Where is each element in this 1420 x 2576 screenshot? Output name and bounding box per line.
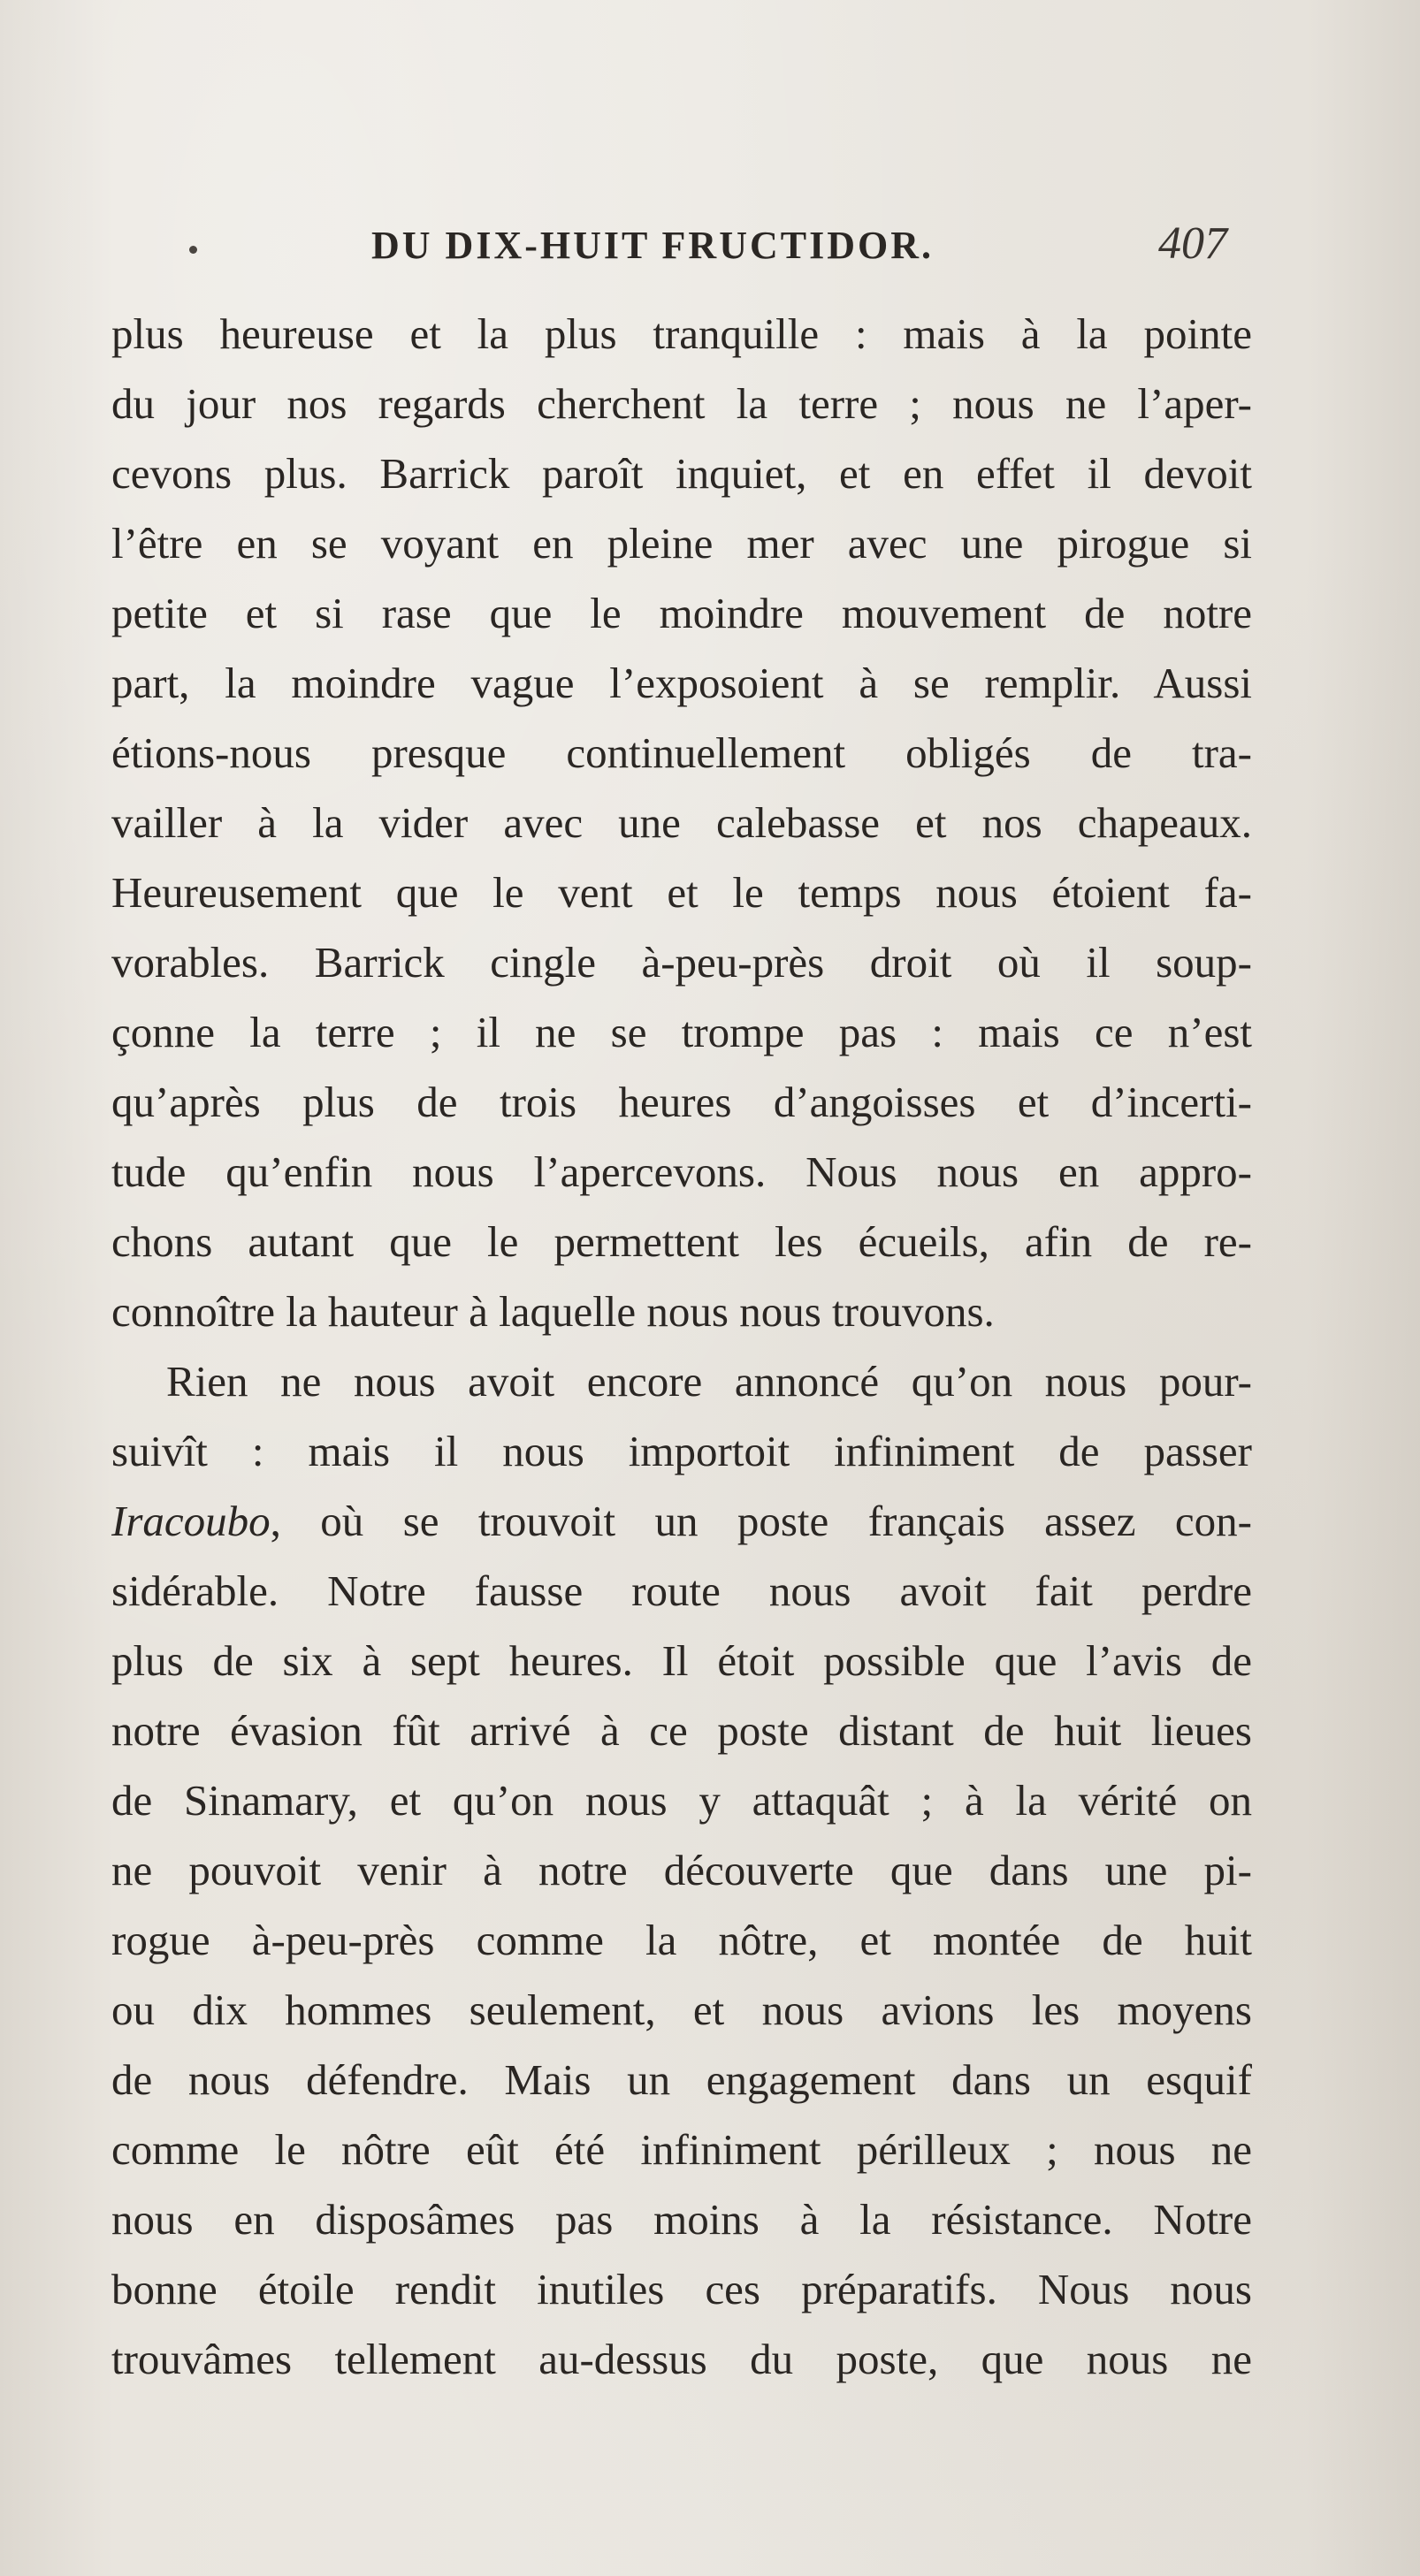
text-line: ne pouvoit venir à notre découverte que dans une pi- — [111, 1846, 1252, 1894]
text-line: çonne la terre ; il ne se trompe pas : mais ce n’est — [111, 1008, 1252, 1056]
text-line: trouvâmes tellement au-dessus du poste, que nous ne — [111, 2335, 1252, 2383]
text-line: vorables. Barrick cingle à-peu-près droit où il soup- — [111, 938, 1252, 987]
text-line: connoître la hauteur à laquelle nous nous trouvons. — [111, 1287, 995, 1336]
paragraph-1 — [111, 299, 1252, 1346]
text-line: chons autant que le permettent les écueils, afin de re- — [111, 1217, 1252, 1266]
paragraph-2 — [111, 1346, 1252, 2394]
text-line: plus de six à sept heures. Il étoit possible que l’avis de — [111, 1636, 1252, 1685]
text-line: part, la moindre vague l’exposoient à se remplir. Aussi — [111, 659, 1252, 707]
text-line: ou dix hommes seulement, et nous avions les moyens — [111, 1985, 1252, 2034]
text-line: tude qu’enfin nous l’apercevons. Nous nous en appro- — [111, 1147, 1252, 1196]
text-line: petite et si rase que le moindre mouvement de notre — [111, 589, 1252, 637]
text-line: qu’après plus de trois heures d’angoisses et d’incerti- — [111, 1078, 1252, 1126]
page-header — [0, 219, 1420, 281]
running-head: DU DIX-HUIT FRUCTIDOR. — [371, 224, 935, 267]
text-line-rest: , où se trouvoit un poste français assez con- — [270, 1497, 1252, 1545]
italic-place-name: Iracoubo — [111, 1497, 271, 1545]
text-line: rogue à-peu-près comme la nôtre, et montée de huit — [111, 1916, 1252, 1964]
header-ornament-dot — [189, 246, 197, 254]
text-line: Rien ne nous avoit encore annoncé qu’on nous pour- — [166, 1357, 1252, 1406]
text-line: de nous défendre. Mais un engagement dans un esquif — [111, 2055, 1252, 2104]
text-line: nous en disposâmes pas moins à la résistance. Notre — [111, 2195, 1252, 2244]
text-line: du jour nos regards cherchent la terre ; nous ne l’aper- — [111, 379, 1252, 428]
text-line: plus heureuse et la plus tranquille : mais à la pointe — [111, 309, 1252, 358]
text-line: étions-nous presque continuellement obligés de tra- — [111, 728, 1252, 777]
text-line: vailler à la vider avec une calebasse et nos chapeaux. — [111, 798, 1252, 847]
text-line: bonne étoile rendit inutiles ces préparatifs. Nous nous — [111, 2265, 1252, 2313]
text-line: suivît : mais il nous importoit infiniment de passer — [111, 1427, 1252, 1475]
text-line: notre évasion fût arrivé à ce poste distant de huit lieues — [111, 1706, 1252, 1755]
text-line: sidérable. Notre fausse route nous avoit fait perdre — [111, 1566, 1252, 1615]
text-line: comme le nôtre eût été infiniment périlleux ; nous ne — [111, 2125, 1252, 2174]
text-line: Heureusement que le vent et le temps nous étoient fa- — [111, 868, 1252, 917]
text-line: l’être en se voyant en pleine mer avec une pirogue si — [111, 519, 1252, 568]
text-line-with-italic — [111, 1486, 1252, 1556]
body-text — [111, 299, 1252, 2394]
text-line: cevons plus. Barrick paroît inquiet, et en effet il devoit — [111, 449, 1252, 498]
text-line: de Sinamary, et qu’on nous y attaquât ; à la vérité on — [111, 1776, 1252, 1825]
page-number: 407 — [1158, 218, 1227, 269]
